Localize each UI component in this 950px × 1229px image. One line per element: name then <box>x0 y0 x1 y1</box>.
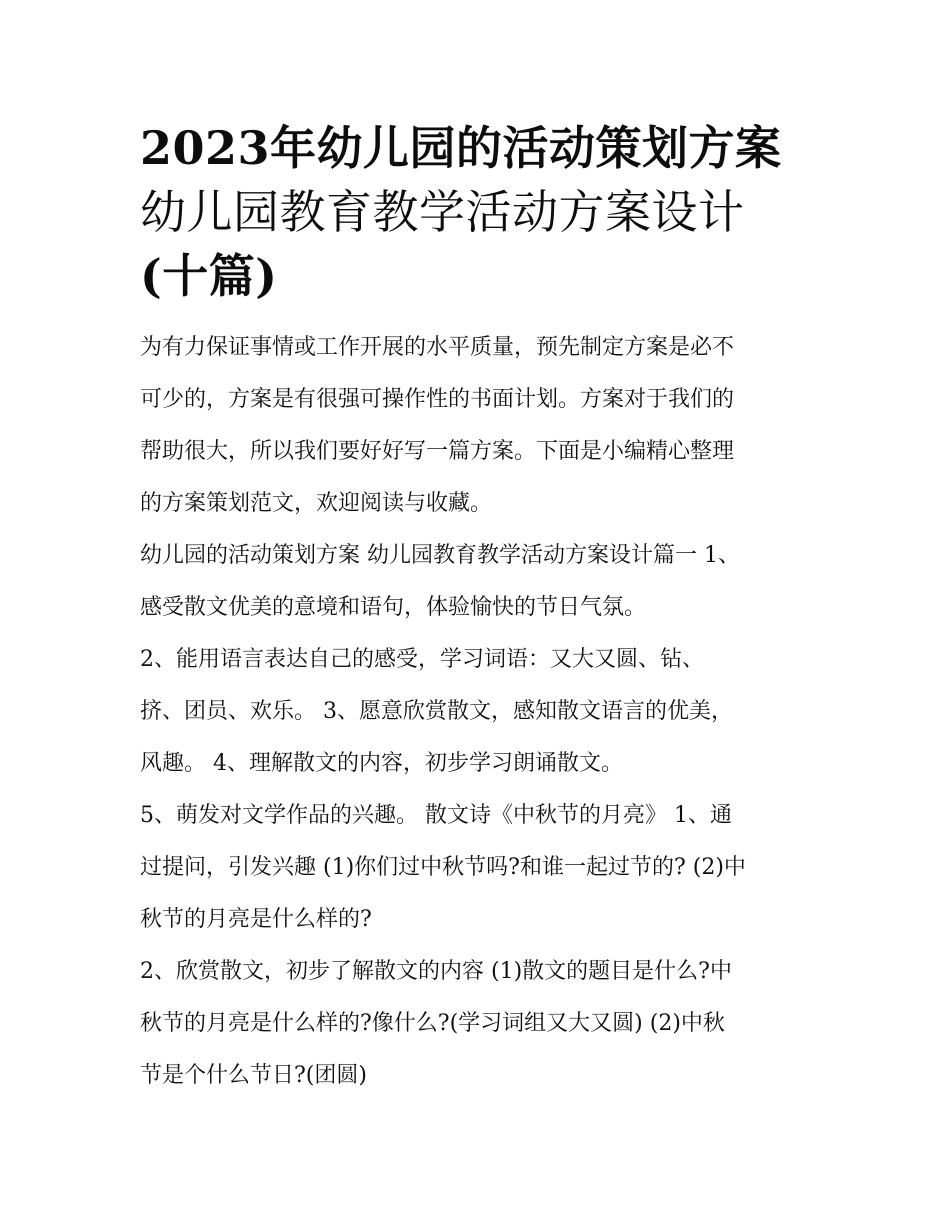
paragraph-intro <box>140 322 820 530</box>
paragraph-appreciation <box>140 946 820 1102</box>
text-line: 秋节的月亮是什么样的?像什么?(学习词组又大又圆) (2)中秋 <box>140 1011 725 1036</box>
title-line-2: 幼儿园教育教学活动方案设计 <box>140 185 745 239</box>
paragraph-section-one <box>140 530 820 634</box>
text-line: 感受散文优美的意境和语句，体验愉快的节日气氛。 <box>140 595 647 620</box>
text-line: 5、萌发对文学作品的兴趣。 散文诗《中秋节的月亮》 1、通 <box>140 803 732 828</box>
paragraph-goals <box>140 634 820 790</box>
text-line: 风趣。 4、理解散文的内容，初步学习朗诵散文。 <box>140 751 623 776</box>
text-line: 挤、团员、欢乐。 3、愿意欣赏散文，感知散文语言的优美， <box>140 699 733 724</box>
document-content <box>140 116 820 1102</box>
text-line: 可少的，方案是有很强可操作性的书面计划。方案对于我们的 <box>140 387 735 412</box>
text-line: 帮助很大，所以我们要好好写一篇方案。下面是小编精心整理 <box>140 439 735 464</box>
title-line-3: (十篇) <box>140 249 278 303</box>
text-line: 过提问，引发兴趣 (1)你们过中秋节吗?和谁一起过节的? (2)中 <box>140 855 746 880</box>
text-line: 的方案策划范文，欢迎阅读与收藏。 <box>140 491 493 516</box>
title-line-1: 2023年幼儿园的活动策划方案 <box>140 121 782 175</box>
text-line: 秋节的月亮是什么样的? <box>140 907 372 932</box>
text-line: 幼儿园的活动策划方案 幼儿园教育教学活动方案设计篇一 1、 <box>140 543 740 568</box>
text-line: 节是个什么节日?(团圆) <box>140 1063 367 1088</box>
text-line: 2、能用语言表达自己的感受，学习词语：又大又圆、钻、 <box>140 647 704 672</box>
text-line: 为有力保证事情或工作开展的水平质量，预先制定方案是必不 <box>140 335 735 360</box>
paragraph-interest <box>140 790 820 946</box>
text-line: 2、欣赏散文，初步了解散文的内容 (1)散文的题目是什么?中 <box>140 959 732 984</box>
document-title <box>140 116 820 308</box>
